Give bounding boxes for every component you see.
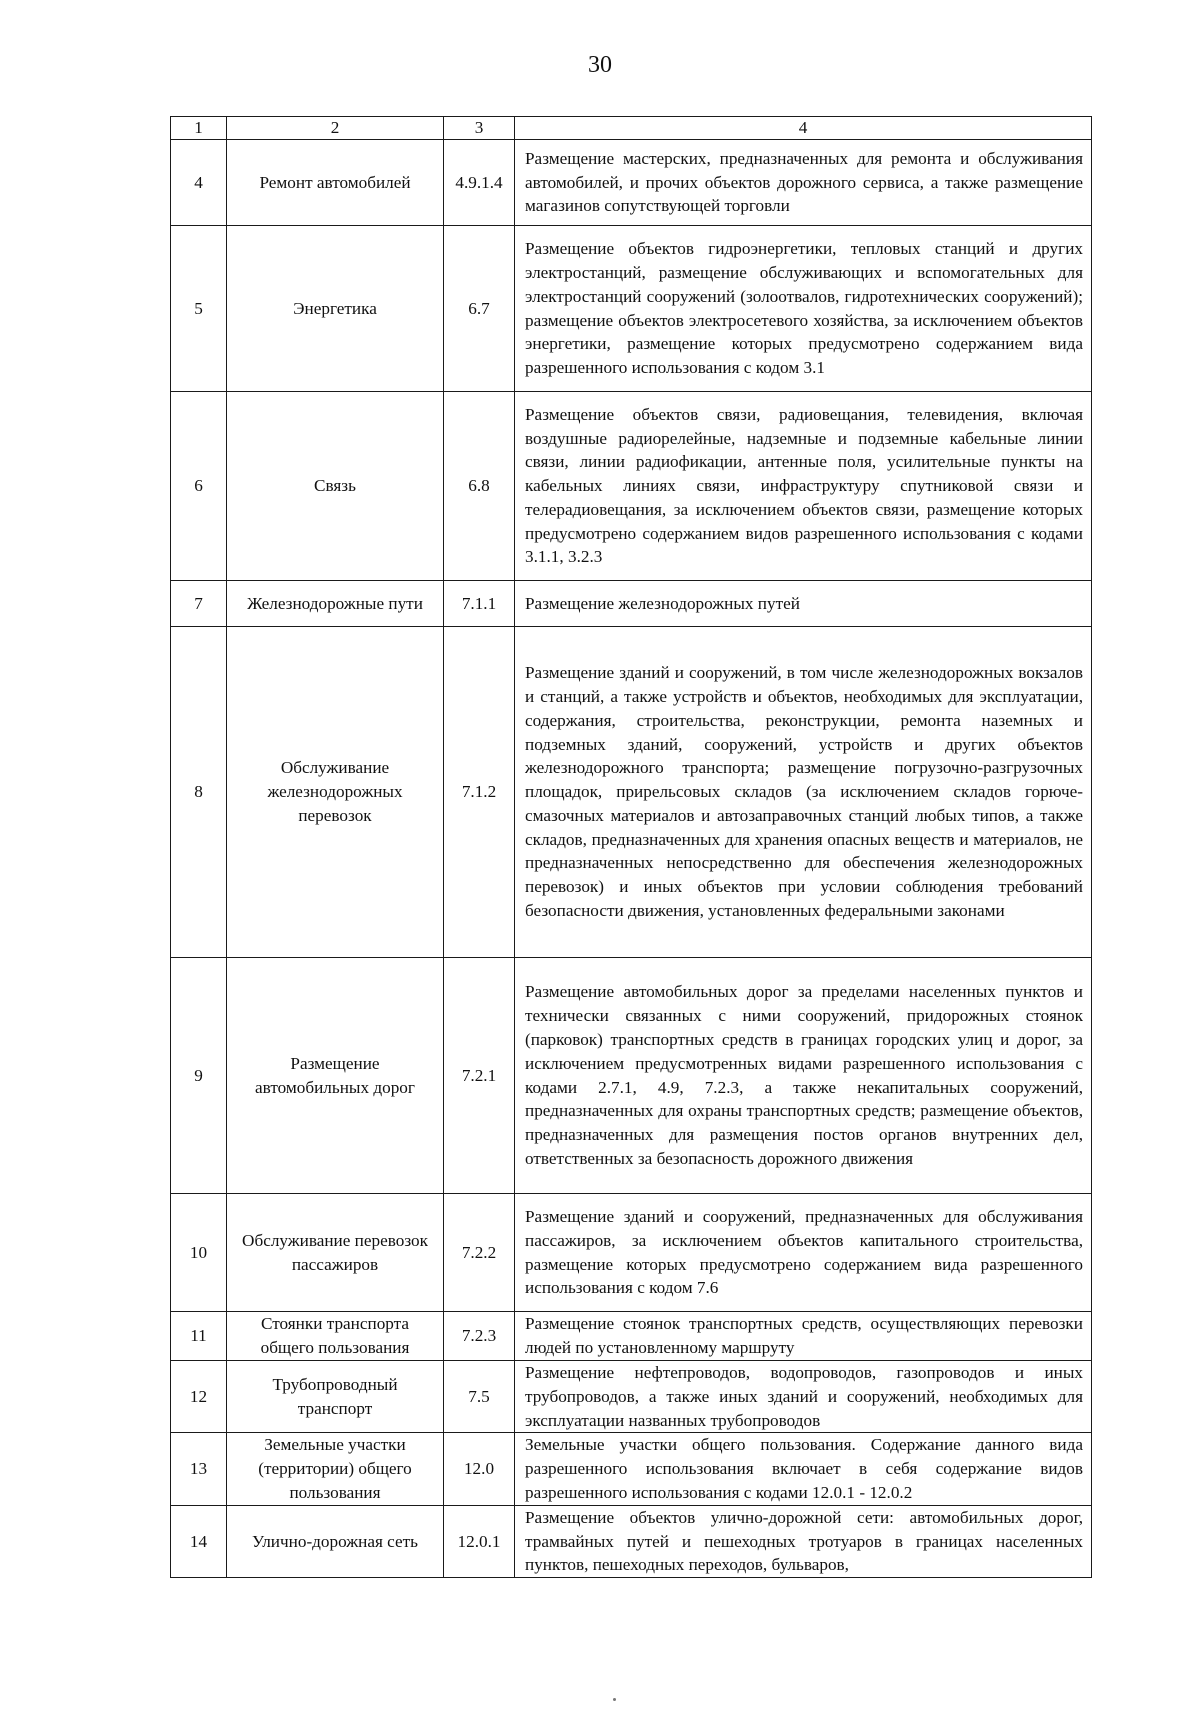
row-description: Размещение мастерских, предназначенных для ремонта и обслуживания автомобилей, и прочих объектов дорожного сервиса, а также размещение магазинов сопутствующей торговли <box>515 140 1092 226</box>
row-number: 6 <box>171 392 227 581</box>
row-number: 12 <box>171 1361 227 1433</box>
row-number: 14 <box>171 1505 227 1577</box>
table-row <box>171 958 1092 1194</box>
table-header <box>171 117 1092 140</box>
row-number: 9 <box>171 958 227 1194</box>
row-code: 7.2.1 <box>444 958 515 1194</box>
row-description: Размещение автомобильных дорог за пределами населенных пунктов и технически связанных с ними сооружений, придорожных стоянок (парковок) транспортных средств в границах городских улиц и дорог, за исключением предусмотренных видами разрешенного использования с кодами 2.7.1, 4.9, 7.2.3, а также некапитальных сооружений, предназначенных для охраны транспортных средств; размещение объектов, предназначенных для размещения постов органов внутренних дел, ответственных за безопасность дорожного движения <box>515 958 1092 1194</box>
row-number: 10 <box>171 1194 227 1312</box>
row-number: 8 <box>171 627 227 958</box>
table-row <box>171 392 1092 581</box>
row-number: 4 <box>171 140 227 226</box>
land-use-table <box>170 116 1092 1578</box>
row-name: Стоянки транспорта общего пользования <box>227 1312 444 1361</box>
row-code: 7.2.3 <box>444 1312 515 1361</box>
row-name: Железнодорожные пути <box>227 581 444 627</box>
row-name: Связь <box>227 392 444 581</box>
table-row <box>171 226 1092 392</box>
row-description: Размещение зданий и сооружений, в том числе железнодорожных вокзалов и станций, а также устройств и объектов, необходимых для эксплуатации, содержания, строительства, реконструкции, ремонта наземных и подземных зданий, сооружений, устройств и других объектов железнодорожного транспорта; размещение погрузочно-разгрузочных площадок, прирельсовых складов (за исключением складов горюче-смазочных материалов и автозаправочных станций любых типов, а также складов, предназначенных для хранения опасных веществ и материалов, не предназначенных непосредственно для обеспечения железнодорожных перевозок) и иных объектов при условии соблюдения требований безопасности движения, установленных федеральными законами <box>515 627 1092 958</box>
row-number: 13 <box>171 1433 227 1505</box>
table-row <box>171 1433 1092 1505</box>
row-description: Размещение объектов гидроэнергетики, тепловых станций и других электростанций, размещение обслуживающих и вспомогательных для электростанций сооружений (золоотвалов, гидротехнических сооружений); размещение объектов электросетевого хозяйства, за исключением объектов энергетики, размещение которых предусмотрено содержанием вида разрешенного использования с кодом 3.1 <box>515 226 1092 392</box>
row-number: 7 <box>171 581 227 627</box>
row-code: 4.9.1.4 <box>444 140 515 226</box>
row-description: Размещение объектов связи, радиовещания, телевидения, включая воздушные радиорелейные, надземные и подземные кабельные линии связи, линии радиофикации, антенные поля, усилительные пункты на кабельных линиях связи, инфраструктуру спутниковой связи и телерадиовещания, за исключением объектов связи, размещение которых предусмотрено содержанием видов разрешенного использования с кодами 3.1.1, 3.2.3 <box>515 392 1092 581</box>
row-name: Обслуживание железнодорожных перевозок <box>227 627 444 958</box>
row-code: 12.0 <box>444 1433 515 1505</box>
column-header-name: 2 <box>227 117 444 140</box>
row-description: Размещение нефтепроводов, водопроводов, газопроводов и иных трубопроводов, а также иных зданий и сооружений, необходимых для эксплуатации названных трубопроводов <box>515 1361 1092 1433</box>
table-row <box>171 1361 1092 1433</box>
row-name: Энергетика <box>227 226 444 392</box>
row-code: 7.5 <box>444 1361 515 1433</box>
scan-dot <box>613 1698 616 1701</box>
row-name: Обслуживание перевозок пассажиров <box>227 1194 444 1312</box>
table-row <box>171 627 1092 958</box>
row-name: Размещение автомобильных дорог <box>227 958 444 1194</box>
row-description: Размещение объектов улично-дорожной сети: автомобильных дорог, трамвайных путей и пешеходных тротуаров в границах населенных пунктов, пешеходных переходов, бульваров, <box>515 1505 1092 1577</box>
row-code: 12.0.1 <box>444 1505 515 1577</box>
table-row <box>171 581 1092 627</box>
row-code: 6.8 <box>444 392 515 581</box>
column-header-code: 3 <box>444 117 515 140</box>
row-description: Размещение зданий и сооружений, предназначенных для обслуживания пассажиров, за исключением объектов капитального строительства, размещение которых предусмотрено содержанием вида разрешенного использования с кодом 7.6 <box>515 1194 1092 1312</box>
table-row <box>171 1312 1092 1361</box>
row-name: Ремонт автомобилей <box>227 140 444 226</box>
table-row <box>171 1194 1092 1312</box>
row-description: Размещение железнодорожных путей <box>515 581 1092 627</box>
column-header-number: 1 <box>171 117 227 140</box>
row-number: 11 <box>171 1312 227 1361</box>
row-name: Земельные участки (территории) общего пользования <box>227 1433 444 1505</box>
row-code: 7.1.1 <box>444 581 515 627</box>
row-code: 7.2.2 <box>444 1194 515 1312</box>
row-description: Размещение стоянок транспортных средств, осуществляющих перевозки людей по установленному маршруту <box>515 1312 1092 1361</box>
row-description: Земельные участки общего пользования. Содержание данного вида разрешенного использования включает в себя содержание видов разрешенного использования с кодами 12.0.1 - 12.0.2 <box>515 1433 1092 1505</box>
row-name: Трубопроводный транспорт <box>227 1361 444 1433</box>
table-row <box>171 1505 1092 1577</box>
page-number: 30 <box>588 52 612 78</box>
row-code: 7.1.2 <box>444 627 515 958</box>
row-name: Улично-дорожная сеть <box>227 1505 444 1577</box>
column-header-description: 4 <box>515 117 1092 140</box>
row-code: 6.7 <box>444 226 515 392</box>
table-row <box>171 140 1092 226</box>
row-number: 5 <box>171 226 227 392</box>
